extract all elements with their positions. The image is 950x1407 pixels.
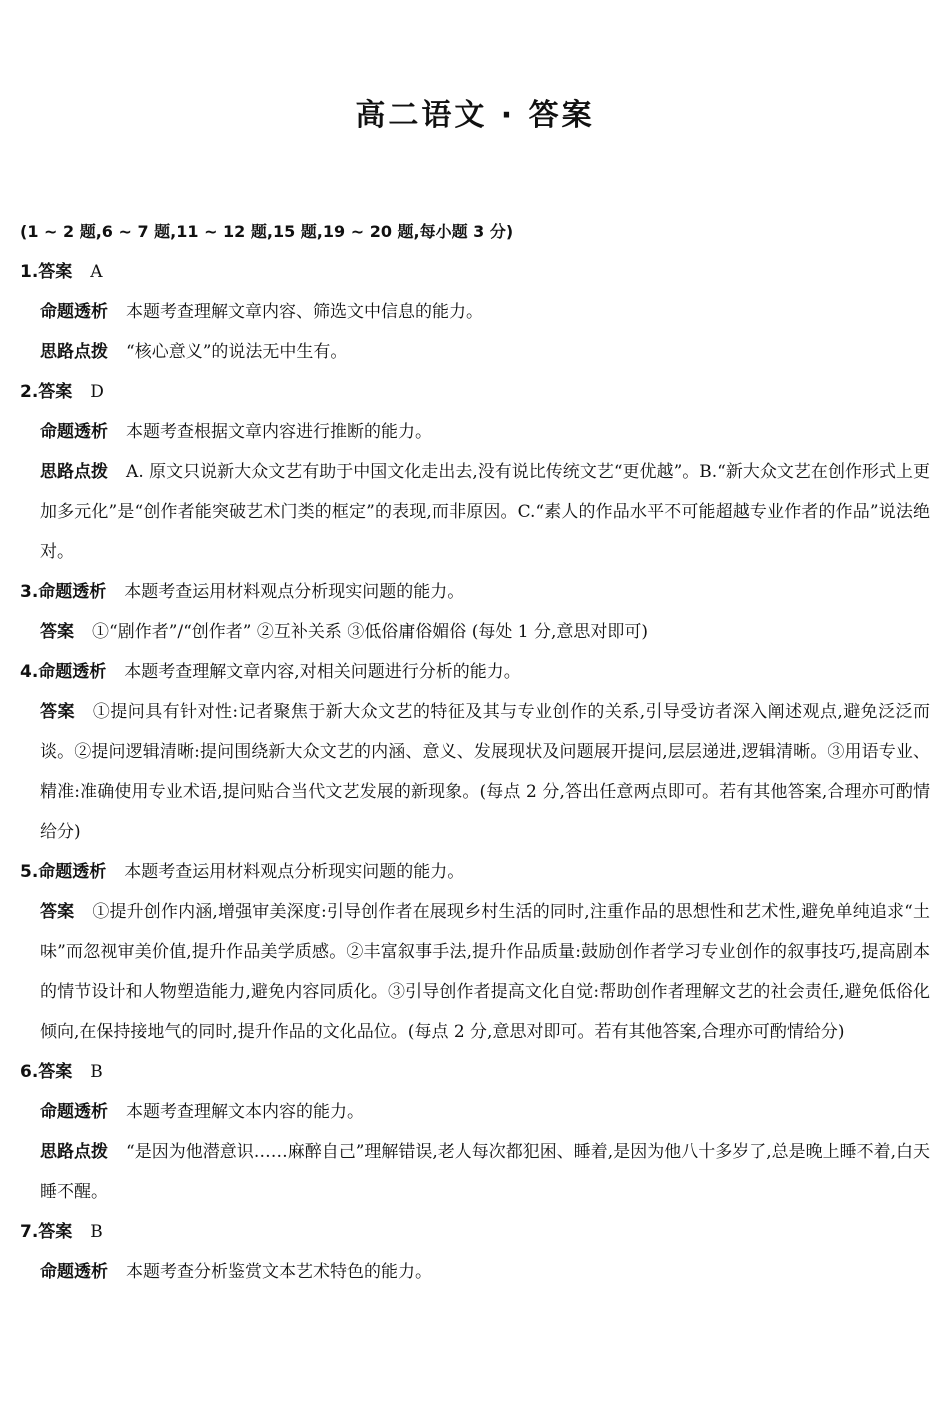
answer-label: 答案 [38,382,73,402]
question-7-answer-row [20,1212,930,1252]
question-6-number: 6. [20,1062,39,1082]
question-4-intent-row [20,652,930,692]
question-3-intent: 本题考查运用材料观点分析现实问题的能力。 [124,582,465,602]
question-1-intent-row [20,292,930,332]
question-2-hint: A. 原文只说新大众文艺有助于中国文化走出去,没有说比传统文艺“更优越”。B.“新大众文艺在创作形式上更加多元化”是“创作者能突破艺术门类的框定”的表现,而非原因。C.“素人的作品水平不可能超越专业作者的作品”说法绝对。 [40,462,930,562]
question-3-answer-row [20,612,930,652]
answer-label: 答案 [40,622,74,642]
question-2-number: 2. [20,382,39,402]
question-2-intent-row [20,412,930,452]
answer-label: 答案 [40,702,75,722]
question-6-answer: B [90,1062,103,1082]
question-2-intent: 本题考查根据文章内容进行推断的能力。 [126,422,432,442]
question-1-intent: 本题考查理解文章内容、筛选文中信息的能力。 [126,302,483,322]
question-2-answer-row [20,372,930,412]
question-1-answer: A [90,262,103,282]
question-3-answer: ①“剧作者”/“创作者” ②互补关系 ③低俗庸俗媚俗 (每处 1 分,意思对即可) [92,622,648,642]
answer-label: 答案 [38,1222,73,1242]
question-1-hint: “核心意义”的说法无中生有。 [126,342,348,362]
hint-label: 思路点拨 [40,342,108,362]
question-7-intent-row [20,1252,930,1292]
answer-label: 答案 [38,1062,73,1082]
intent-label: 命题透析 [38,582,107,602]
page-title: 高二语文 · 答案 [355,98,595,133]
intent-label: 命题透析 [40,1102,108,1122]
question-1-hint-row [20,332,930,372]
intent-label: 命题透析 [40,422,108,442]
question-scope-note: (1 ~ 2 题,6 ~ 7 题,11 ~ 12 题,15 题,19 ~ 20 题,每小题 3 分) [20,222,514,241]
intent-label: 命题透析 [40,1262,108,1282]
question-6-answer-row [20,1052,930,1092]
question-6-hint-row [20,1132,930,1212]
question-1-answer-row [20,252,930,292]
answer-content [20,212,930,1292]
question-5-intent: 本题考查运用材料观点分析现实问题的能力。 [124,862,465,882]
intent-label: 命题透析 [40,302,108,322]
question-3-intent-row [20,572,930,612]
question-6-intent-row [20,1092,930,1132]
question-7-answer: B [90,1222,103,1242]
question-5-intent-row [20,852,930,892]
question-2-answer: D [90,382,104,402]
question-1-number: 1. [20,262,39,282]
question-7-number: 7. [20,1222,39,1242]
question-7-intent: 本题考查分析鉴赏文本艺术特色的能力。 [126,1262,432,1282]
question-6-intent: 本题考查理解文本内容的能力。 [126,1102,364,1122]
question-5-answer: ①提升创作内涵,增强审美深度:引导创作者在展现乡村生活的同时,注重作品的思想性和艺术性,避免单纯追求“土味”而忽视审美价值,提升作品美学质感。②丰富叙事手法,提升作品质量:鼓励创作者学习专业创作的叙事技巧,提高剧本的情节设计和人物塑造能力,避免内容同质化。③引导创作者提高文化自觉:帮助创作者理解文艺的社会责任,避免低俗化倾向,在保持接地气的同时,提升作品的文化品位。(每点 2 分,意思对即可。若有其他答案,合理亦可酌情给分) [40,902,930,1042]
intent-label: 命题透析 [38,662,107,682]
question-4-intent: 本题考查理解文章内容,对相关问题进行分析的能力。 [124,662,521,682]
question-4-answer-row [20,692,930,852]
answer-label: 答案 [40,902,75,922]
hint-label: 思路点拨 [40,1142,108,1162]
answer-label: 答案 [38,262,73,282]
question-4-number: 4. [20,662,39,682]
question-4-answer: ①提问具有针对性:记者聚焦于新大众文艺的特征及其与专业创作的关系,引导受访者深入阐述观点,避免泛泛而谈。②提问逻辑清晰:提问围绕新大众文艺的内涵、意义、发展现状及问题展开提问,层层递进,逻辑清晰。③用语专业、精准:准确使用专业术语,提问贴合当代文艺发展的新现象。(每点 2 分,答出任意两点即可。若有其他答案,合理亦可酌情给分) [40,702,930,842]
hint-label: 思路点拨 [40,462,109,482]
question-5-answer-row [20,892,930,1052]
question-5-number: 5. [20,862,39,882]
question-2-hint-row [20,452,930,572]
intent-label: 命题透析 [38,862,107,882]
question-3-number: 3. [20,582,39,602]
question-6-hint: “是因为他潜意识……麻醉自己”理解错误,老人每次都犯困、睡着,是因为他八十多岁了,总是晚上睡不着,白天睡不醒。 [40,1142,930,1202]
